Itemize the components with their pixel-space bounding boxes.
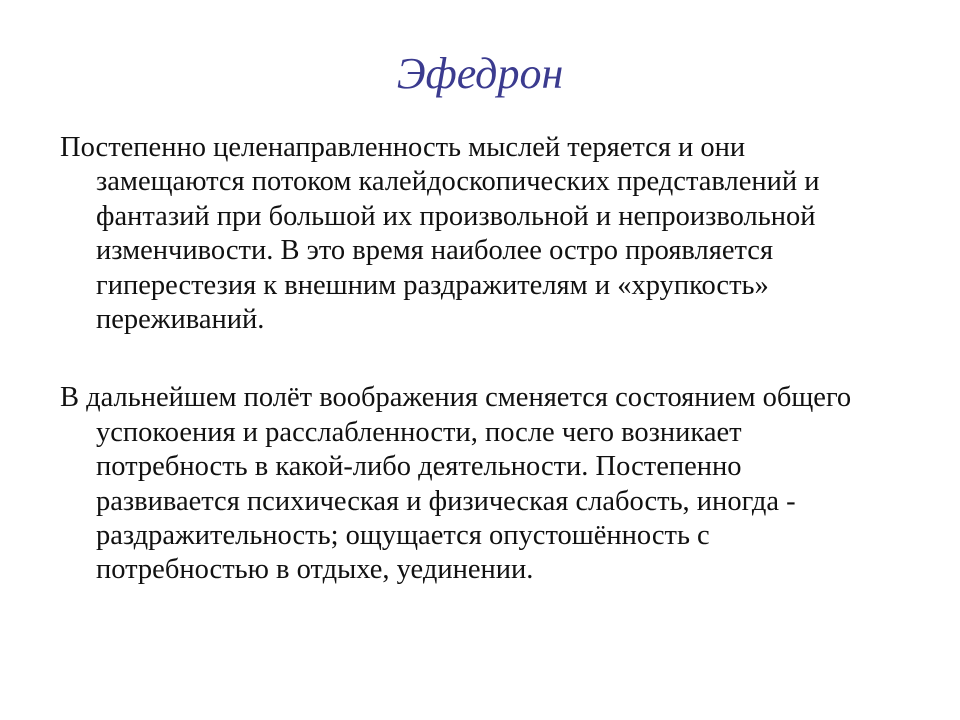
paragraph-2: В дальнейшем полёт воображения сменяется состоянием общего успокоения и расслабленности, после чего возникает потребность в какой-либо деятельности. Постепенно развивается психическая и физическая слабость, иногда - раздражительность; ощущается опустошённость с потребностью в отдыхе, уединении.	[60, 382, 852, 586]
slide-title: Эфедрон	[396, 49, 564, 98]
slide-body	[60, 131, 880, 588]
paragraph-1: Постепенно целенаправленность мыслей теряется и они замещаются потоком калейдоскопических представлений и фантазий при большой их произвольной и непроизвольной изменчивости. В это время наиболее остро проявляется гиперестезия к внешним раздражителям и «хрупкость» переживаний.	[60, 132, 820, 336]
